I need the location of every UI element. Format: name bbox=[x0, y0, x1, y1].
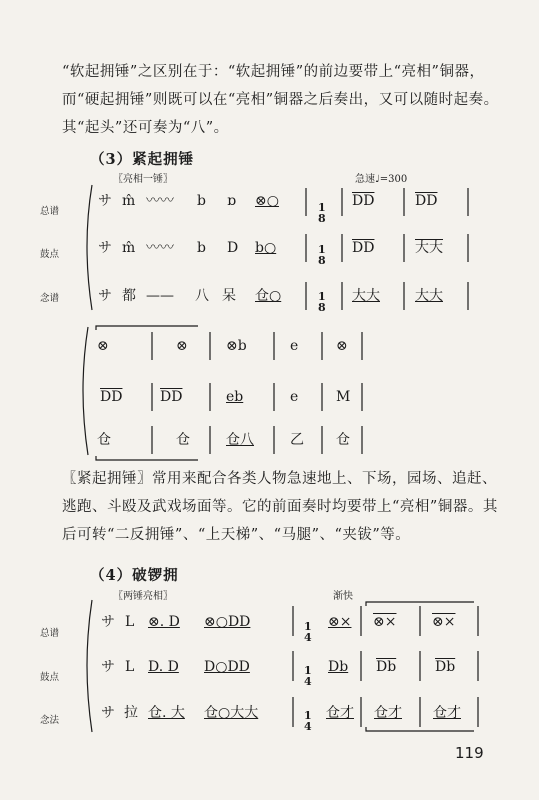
score-symbol: 仓八 bbox=[226, 432, 254, 448]
score-symbol: $\overline{Db}$ bbox=[435, 659, 456, 675]
score-symbol: 仓 bbox=[176, 432, 190, 448]
score-symbol: 大大 bbox=[352, 288, 380, 304]
time-signature: 1 4 bbox=[304, 664, 312, 688]
score-symbol: 〰〰 bbox=[146, 240, 174, 256]
tempo-marking: 渐快 bbox=[333, 591, 353, 602]
row-label: 鼓点 bbox=[40, 672, 60, 683]
score-symbol: ⊗ bbox=[97, 338, 109, 354]
score-symbol: ⊗. D bbox=[148, 614, 180, 630]
score-symbol: L bbox=[125, 659, 135, 675]
score-symbol: b bbox=[197, 193, 206, 209]
row-label: 念谱 bbox=[40, 293, 60, 304]
score-symbol: m̂ bbox=[122, 240, 136, 256]
time-signature: 1 8 bbox=[318, 290, 326, 314]
page-number: 119 bbox=[455, 744, 484, 762]
score-symbol: D. D bbox=[148, 659, 179, 675]
score-symbol: L bbox=[125, 614, 135, 630]
score-symbol: 呆 bbox=[222, 288, 236, 304]
score-symbol: サ bbox=[101, 614, 115, 630]
score-symbol: ⊗○DD bbox=[204, 614, 251, 630]
section-heading-4: （4）破锣拥 bbox=[90, 567, 179, 584]
score-symbol: 乙 bbox=[290, 432, 304, 448]
score-symbol: m̂ bbox=[122, 193, 136, 209]
tempo-marking: 急速♩=300 bbox=[355, 174, 408, 185]
row-label: 总谱 bbox=[40, 628, 60, 639]
score-symbol: ⊗b bbox=[226, 338, 247, 354]
score-symbol: eb bbox=[226, 389, 244, 405]
score-symbol: 仓 bbox=[97, 432, 111, 448]
row-label: 念法 bbox=[40, 715, 60, 726]
score-symbol: M bbox=[336, 389, 351, 405]
bracket-label: 〖两锤亮相〗 bbox=[113, 591, 173, 602]
score-symbol: 仓才 bbox=[326, 705, 354, 721]
row-label: 鼓点 bbox=[40, 249, 60, 260]
score-symbol: $\overline{DD}$ bbox=[352, 193, 375, 209]
score-symbol: $\overline{Db}$ bbox=[376, 659, 397, 675]
score-symbol: b bbox=[197, 240, 206, 256]
score-symbol: 仓○ bbox=[255, 288, 282, 304]
score-symbol: —— bbox=[146, 288, 174, 304]
score-symbol: $\overline{DD}$ bbox=[352, 240, 375, 256]
score-symbol: 仓才 bbox=[433, 705, 461, 721]
score-symbol: D bbox=[227, 240, 239, 256]
score-symbol: サ bbox=[98, 240, 112, 256]
row-label: 总谱 bbox=[40, 206, 60, 217]
score-symbol: サ bbox=[98, 288, 112, 304]
score-symbol: e bbox=[290, 338, 299, 354]
score-symbol: サ bbox=[101, 705, 115, 721]
score-symbol: 仓 bbox=[336, 432, 350, 448]
score-symbol: ⊗× bbox=[432, 614, 456, 630]
score-symbol: 仓○大大 bbox=[204, 705, 259, 721]
score-symbol: 〰〰 bbox=[146, 193, 174, 209]
score-symbol: サ bbox=[101, 659, 115, 675]
score-symbol: $\overline{DD}$ bbox=[100, 389, 123, 405]
description-paragraph: 〖紧起拥锤〗常用来配合各类人物急速地上、下场，园场、追赶、逃跑、斗殴及武戏场面等。它的前面奏时均要带上“亮相”铜器。其后可转“二反拥锤”、“上天梯”、“马腿”、“夹钹”等。 bbox=[62, 471, 498, 543]
time-signature: 1 8 bbox=[318, 243, 326, 267]
score-symbol: 大大 bbox=[415, 240, 443, 256]
time-signature: 1 4 bbox=[304, 620, 312, 644]
score-symbol: ⊗× bbox=[328, 614, 352, 630]
score-symbol: ⊗ bbox=[176, 338, 188, 354]
score-symbol: $\overline{DD}$ bbox=[160, 389, 183, 405]
score-symbol: 仓. 大 bbox=[148, 705, 185, 721]
time-signature: 1 8 bbox=[318, 201, 326, 225]
score-symbol: 拉 bbox=[124, 705, 138, 721]
score-symbol: D○DD bbox=[204, 659, 250, 675]
score-symbol: ⊗× bbox=[373, 614, 397, 630]
score-symbol: b○ bbox=[255, 240, 277, 256]
score-symbol: ⊗ bbox=[336, 338, 348, 354]
score-symbol: $\overline{DD}$ bbox=[415, 193, 438, 209]
section-heading-3: （3）紧起拥锤 bbox=[90, 151, 195, 168]
score-symbol: ɒ bbox=[227, 193, 236, 209]
score-symbol: ⊗○ bbox=[255, 193, 279, 209]
score-symbol: サ bbox=[98, 193, 112, 209]
bracket-label: 〖亮相一锤〗 bbox=[113, 174, 173, 185]
score-symbol: 八 bbox=[195, 288, 209, 304]
score-symbol: e bbox=[290, 389, 299, 405]
score-symbol: Db bbox=[328, 659, 349, 675]
score-symbol: 大大 bbox=[415, 288, 443, 304]
time-signature: 1 4 bbox=[304, 709, 312, 733]
intro-paragraph: “软起拥锤”之区别在于：“软起拥锤”的前边要带上“亮相”铜器，而“硬起拥锤”则既可以在“亮相”铜器之后奏出，又可以随时起奏。其“起头”还可奏为“八”。 bbox=[62, 64, 499, 136]
score-symbol: 都 bbox=[122, 288, 136, 304]
score-symbol: 仓才 bbox=[374, 705, 402, 721]
